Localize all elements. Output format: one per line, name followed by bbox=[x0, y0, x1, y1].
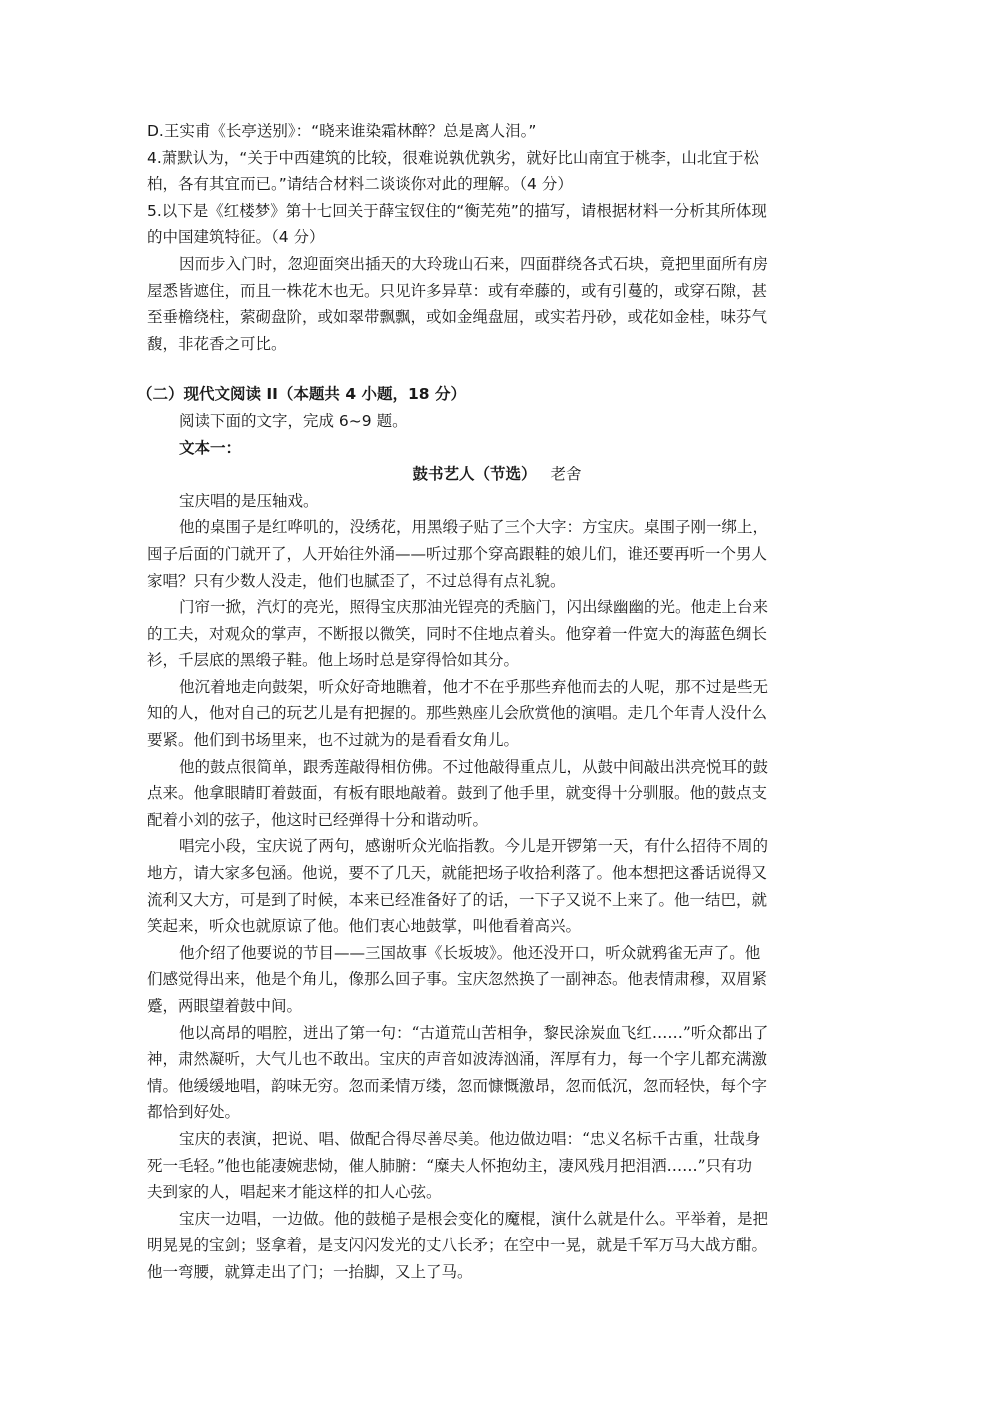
article-paragraph bbox=[147, 1206, 847, 1286]
paragraph-line: 明晃晃的宝剑；竖拿着，是支闪闪发光的丈八长矛；在空中一晃，就是千军万马大战方酣。 bbox=[147, 1236, 768, 1255]
article-paragraph bbox=[147, 1020, 847, 1126]
document-page bbox=[137, 118, 847, 1286]
question-4 bbox=[147, 145, 847, 198]
article-paragraph bbox=[147, 594, 847, 674]
paragraph-line: 流利又大方，可是到了时候，本来已经准备好了的话，一下子又说不上来了。他一结巴，就 bbox=[147, 890, 768, 909]
paragraph-line: 宝庆唱的是压轴戏。 bbox=[179, 491, 319, 510]
article-paragraph bbox=[147, 754, 847, 834]
article-body bbox=[147, 488, 847, 1286]
paragraph-line: 他的桌围子是红哗叽的，没绣花，用黑缎子贴了三个大字：方宝庆。桌围子刚一绑上， bbox=[179, 518, 769, 537]
paragraph-line: 蹙，两眼望着鼓中间。 bbox=[147, 997, 303, 1015]
question-5-line-1: 5.以下是《红楼梦》第十七回关于薛宝钗住的“衡芜苑”的描写，请根据材料一分析其所体现 bbox=[147, 201, 767, 220]
article-paragraph bbox=[147, 940, 847, 1020]
section-heading: （二）现代文阅读 II（本题共 4 小题，18 分） bbox=[137, 385, 466, 404]
paragraph-line: 家唱？只有少数人没走，他们也腻歪了，不过总得有点礼貌。 bbox=[147, 571, 566, 590]
paragraph-line: 囤子后面的门就开了，人开始往外涌——听过那个穿高跟鞋的娘儿们，谁还要再听一个男人 bbox=[147, 544, 768, 563]
article-title: 鼓书艺人（节选） bbox=[412, 465, 537, 484]
text-label: 文本一： bbox=[179, 438, 242, 457]
paragraph-line: 夫到家的人，唱起来才能这样的扣人心弦。 bbox=[147, 1183, 442, 1202]
paragraph-line: 他的鼓点很简单，跟秀莲敲得相仿佛。不过他敲得重点儿，从鼓中间敲出洪亮悦耳的鼓 bbox=[179, 757, 769, 776]
question-5-line-2: 的中国建筑特征。（4 分） bbox=[147, 228, 325, 247]
paragraph-line: 宝庆的表演，把说、唱、做配合得尽善尽美。他边做边唱：“忠义名标千古重，壮哉身 bbox=[179, 1129, 761, 1148]
quote-passage bbox=[147, 251, 847, 357]
article-paragraph bbox=[147, 1126, 847, 1206]
paragraph-line: 配着小刘的弦子，他这时已经弹得十分和谐动听。 bbox=[147, 810, 489, 829]
option-d: D.王实甫《长亭送别》：“晓来谁染霜林醉？总是离人泪。” bbox=[147, 122, 537, 140]
article-paragraph bbox=[147, 674, 847, 754]
quote-line: 屋悉皆遮住，而且一株花木也无。只见许多异草：或有牵藤的，或有引蔓的，或穿石隙，甚 bbox=[147, 281, 768, 300]
article-title-line bbox=[147, 461, 847, 488]
paragraph-line: 他一弯腰，就算走出了门；一抬脚，又上了马。 bbox=[147, 1262, 473, 1281]
quote-line: 至垂檐绕柱，萦砌盘阶，或如翠带飘飘，或如金绳盘屈，或实若丹砂，或花如金桂，味芬气 bbox=[147, 308, 768, 327]
paragraph-line: 要紧。他们到书场里来，也不过就为的是看看女角儿。 bbox=[147, 731, 520, 750]
question-4-line-2: 柏，各有其宜而已。”请结合材料二谈谈你对此的理解。（4 分） bbox=[147, 175, 573, 194]
paragraph-line: 死一毛轻。”他也能凄婉悲恸，催人肺腑：“糜夫人怀抱幼主，凄风残月把泪洒……”只有功 bbox=[147, 1156, 753, 1175]
question-4-line-1: 4.萧默认为，“关于中西建筑的比较，很难说孰优孰劣，就好比山南宜于桃李，山北宜于松 bbox=[147, 148, 759, 167]
paragraph-line: 点来。他拿眼睛盯着鼓面，有板有眼地敲着。鼓到了他手里，就变得十分驯服。他的鼓点支 bbox=[147, 784, 768, 803]
paragraph-line: 他沉着地走向鼓架，听众好奇地瞧着，他才不在乎那些弃他而去的人呢，那不过是些无 bbox=[179, 677, 769, 696]
article-paragraph bbox=[147, 514, 847, 594]
section-instruction: 阅读下面的文字，完成 6~9 题。 bbox=[179, 411, 408, 430]
paragraph-line: 们感觉得出来，他是个角儿，像那么回子事。宝庆忽然换了一副神态。他表情肃穆，双眉紧 bbox=[147, 970, 768, 989]
paragraph-line: 神，肃然凝听，大气儿也不敢出。宝庆的声音如波涛汹涌，浑厚有力，每一个字儿都充满激 bbox=[147, 1050, 768, 1069]
paragraph-line: 门帘一掀，汽灯的亮光，照得宝庆那油光锃亮的秃脑门，闪出绿幽幽的光。他走上台来 bbox=[179, 598, 769, 617]
article-author: 老舍 bbox=[550, 465, 582, 484]
paragraph-line: 知的人，他对自己的玩艺儿是有把握的。那些熟座儿会欣赏他的演唱。走几个年青人没什么 bbox=[147, 704, 768, 723]
paragraph-line: 都恰到好处。 bbox=[147, 1103, 241, 1122]
paragraph-line: 情。他缓缓地唱，韵味无穷。忽而柔情万缕，忽而慷慨激昂，忽而低沉，忽而轻快，每个字 bbox=[147, 1076, 768, 1095]
paragraph-line: 的工夫，对观众的掌声，不断报以微笑，同时不住地点着头。他穿着一件宽大的海蓝色绸长 bbox=[147, 624, 768, 643]
question-5 bbox=[147, 198, 847, 251]
paragraph-line: 他介绍了他要说的节目——三国故事《长坂坡》。他还没开口，听众就鸦雀无声了。他 bbox=[179, 943, 761, 962]
article-paragraph bbox=[147, 488, 847, 515]
paragraph-line: 笑起来，听众也就原谅了他。他们衷心地鼓掌，叫他看着高兴。 bbox=[147, 917, 582, 936]
article-paragraph bbox=[147, 833, 847, 939]
paragraph-line: 地方，请大家多包涵。他说，要不了几天，就能把场子收拾利落了。他本想把这番话说得又 bbox=[147, 864, 768, 883]
spacer bbox=[147, 357, 847, 381]
quote-line: 馥，非花香之可比。 bbox=[147, 334, 287, 353]
quote-line: 因而步入门时，忽迎面突出插天的大玲珑山石来，四面群绕各式石块，竟把里面所有房 bbox=[179, 254, 769, 273]
paragraph-line: 他以高昂的唱腔，迸出了第一句：“古道荒山苦相争，黎民涂炭血飞红……”听众都出了 bbox=[179, 1023, 769, 1042]
paragraph-line: 宝庆一边唱，一边做。他的鼓槌子是根会变化的魔棍，演什么就是什么。平举着，是把 bbox=[179, 1209, 769, 1228]
paragraph-line: 衫，千层底的黑缎子鞋。他上场时总是穿得恰如其分。 bbox=[147, 651, 520, 670]
paragraph-line: 唱完小段，宝庆说了两句，感谢听众光临指教。今儿是开锣第一天，有什么招待不周的 bbox=[179, 837, 769, 856]
